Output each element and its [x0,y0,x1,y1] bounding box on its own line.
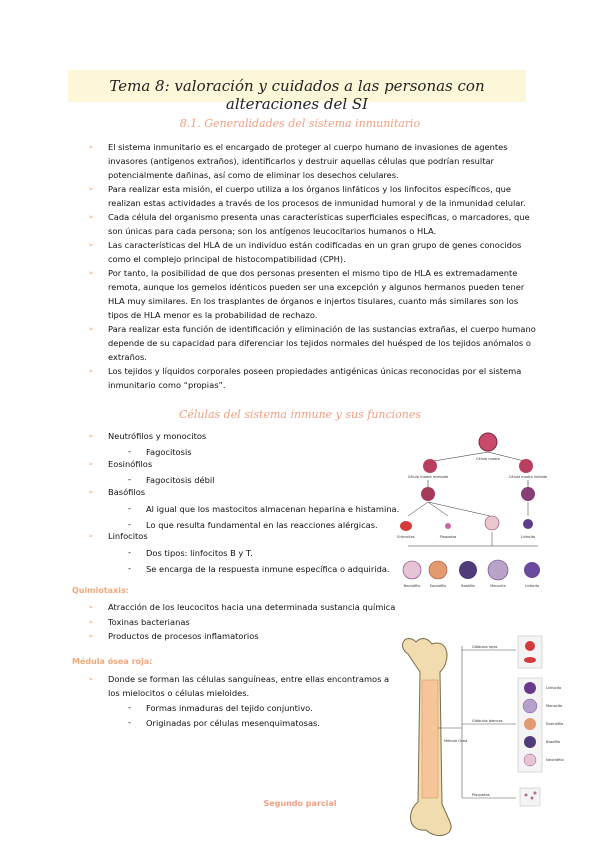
cell-function: Se encarga de la respuesta inmune específica o adquirida. [146,564,390,574]
fig-label: Célula madre linfoide [508,475,548,479]
medula-line: Donde se forman las células sanguíneas, entre ellas encontramos a [108,674,390,684]
platelet-icon [445,523,451,529]
stem-cell-icon [479,433,497,451]
bullet-arrow-icon: ➢ [88,241,94,249]
fig-label: Monocito [490,584,506,588]
cell-name: Neutrófilos y monocitos [108,431,207,441]
cell-function: Lo que resulta fundamental en las reacciones alérgicas. [146,520,378,530]
neutrophil-icon [403,561,421,579]
bullet-arrow-icon: ➢ [88,185,94,193]
section1-bullet-line: como el complejo principal de histocompatibilidad (CPH). [108,253,346,264]
section1-bullet-line: El sistema inmunitario es el encargado de proteger al cuerpo humano de invasiones de agentes [108,142,508,152]
section1-bullet-line: Para realizar esta función de identificación y eliminación de las sustancias extrañas, el cuerpo humano [108,324,536,334]
dash-icon: - [128,446,131,456]
section1-bullet-line: realizan estas actividades a través de los procesos de inmunidad humoral y de la inmunidad celular. [108,197,526,208]
bullet-arrow-icon: ➢ [88,213,94,221]
quimiotaxis-heading: Quimiotaxis: [72,586,129,595]
dash-icon: - [128,474,131,484]
bullet-arrow-icon: ➢ [88,675,94,683]
fig-label: Glóbulos blancos [472,719,503,723]
fig-label: Plaquetas [439,535,457,539]
eosinophil-icon [429,561,447,579]
eosinophil-icon [524,718,536,730]
fig-label: Linfocito [524,584,540,588]
cell-function: Al igual que los mastocitos almacenan heparina e histamina. [146,504,400,514]
fig-label: Neutrófilo [546,758,564,762]
lymphoblast-icon [521,487,535,501]
section1-bullet-line: Para realizar esta misión, el cuerpo utiliza a los órganos linfáticos y los linfocitos específicos, que [108,184,512,194]
bullet-arrow-icon: ➢ [88,269,94,277]
bullet-arrow-icon: ➢ [88,488,94,496]
fig-label: Eosinófilo [546,722,564,726]
granulocyte-icon [485,516,499,530]
section1-bullet-line: Los tejidos y líquidos corporales poseen propiedades antigénicas únicas reconocidas por el sistema [108,366,522,376]
medula-heading: Médula ósea roja: [72,657,153,666]
dash-icon: - [128,547,131,557]
fig-label: Glóbulos rojos [472,645,498,649]
fig-label: Linfocito [546,686,562,690]
monocyte-icon [523,699,537,713]
erythrocyte-icon [400,521,412,531]
bullet-arrow-icon: ➢ [88,532,94,540]
lymphocyte-icon [524,682,536,694]
medula-sub: Formas inmaduras del tejido conjuntivo. [146,703,313,713]
cell-function: Dos tipos: linfocitos B y T. [146,548,253,558]
title-box [68,70,526,113]
monocyte-icon [488,560,508,580]
bullet-arrow-icon: ➢ [88,143,94,151]
red-cell-icon [524,657,536,663]
bullet-arrow-icon: ➢ [88,618,94,626]
dash-icon: - [128,717,131,727]
section1-bullet-line: Cada célula del organismo presenta unas características superficiales específicas, o marcadores, que [108,212,530,222]
section1-bullet-line: invasores (antígenos extraños), identificarlos y destruir aquellas células que podrían resultar [108,155,494,166]
dash-icon: - [128,503,131,513]
dash-icon: - [128,519,131,529]
fig-label: Eosinófilo [429,584,447,588]
bullet-arrow-icon: ➢ [88,367,94,375]
dash-icon: - [128,563,131,573]
quimiotaxis-item: Toxinas bacterianas [108,617,190,627]
fig-label: Célula madre mieloide [407,475,449,479]
quimiotaxis-item: Atracción de los leucocitos hacia una determinada sustancia química [108,602,396,612]
medula-sub: Originadas por células mesenquimatosas. [146,718,321,728]
cell-function: Fagocitosis débil [146,475,215,485]
cell-name: Linfocitos [108,531,148,541]
section1-heading: 8.1. Generalidades del sistema inmunitario [179,117,421,130]
quimiotaxis-item: Productos de procesos inflamatorios [108,631,259,641]
section1-bullet-line: extraños. [108,351,147,362]
neutrophil-icon [524,754,536,766]
page-title: Tema 8: valoración y cuidados a las personas con alteraciones del SI [109,77,485,113]
section1-bullet-line: inmunitario como “propias”. [108,379,226,390]
section1-bullet-line: depende de su capacidad para diferenciar los tejidos normales del huésped de los tejidos anómalos o [108,337,531,348]
marrow-cavity [422,680,438,798]
medula-line: los mielocitos o células mieloides. [108,688,250,698]
bullet-arrow-icon: ➢ [88,325,94,333]
fig-label: Basófilo [461,584,475,588]
section1-bullet-line: HLA muy similares. En los trasplantes de órganos e injertos tisulares, cuanto más similares son los [108,295,519,306]
basophil-icon [524,736,536,748]
fig-label: Médula Ósea [444,739,468,743]
section2-heading: Células del sistema inmune y sus funciones [178,408,422,421]
cell-name: Basófilos [108,487,146,497]
hematopoiesis-diagram [398,428,578,600]
footer: Segundo parcial [263,799,337,808]
section1-bullet-line: son únicas para cada persona; son los antígenos leucocitarios humanos o HLA. [108,225,437,236]
lymphocyte-icon [523,519,533,529]
bullet-arrow-icon: ➢ [88,460,94,468]
section1-bullet-line: tipos de HLA menor es la probabilidad de rechazo. [108,309,318,320]
fig-label: Basófilo [546,740,561,744]
basophil-icon [459,561,477,579]
dash-icon: - [128,702,131,712]
cell-name: Eosinófilos [108,459,153,469]
progenitor-cell-icon [421,487,435,501]
myeloid-stem-icon [423,459,437,473]
fig-label: Célula madre [476,457,500,461]
bone-marrow-diagram [396,632,586,844]
fig-label: Neutrófilo [403,584,421,588]
fig-label: Linfocito [520,535,536,539]
cell-function: Fagocitosis [146,447,192,457]
fig-label: Plaquetas [472,793,490,797]
fig-label: Eritrocitos [397,535,415,539]
section1-bullet-line: remota, aunque los gemelos idénticos pueden ser una excepción y algunos hermanos pueden tener [108,281,525,292]
lymphocyte-icon [524,562,540,578]
section1-bullet-line: Las características del HLA de un individuo están codificadas en un gran grupo de genes conocidos [108,240,522,250]
bullet-arrow-icon: ➢ [88,603,94,611]
bullet-arrow-icon: ➢ [88,632,94,640]
lymphoid-stem-icon [519,459,533,473]
red-cell-icon [525,641,535,651]
fig-label: Monocito [546,704,563,708]
bullet-arrow-icon: ➢ [88,432,94,440]
section1-bullet-line: Por tanto, la posibilidad de que dos personas presenten el mismo tipo de HLA es extremadamente [108,268,518,278]
section1-bullet-line: potencialmente dañinas, así como de eliminar los desechos celulares. [108,169,399,180]
